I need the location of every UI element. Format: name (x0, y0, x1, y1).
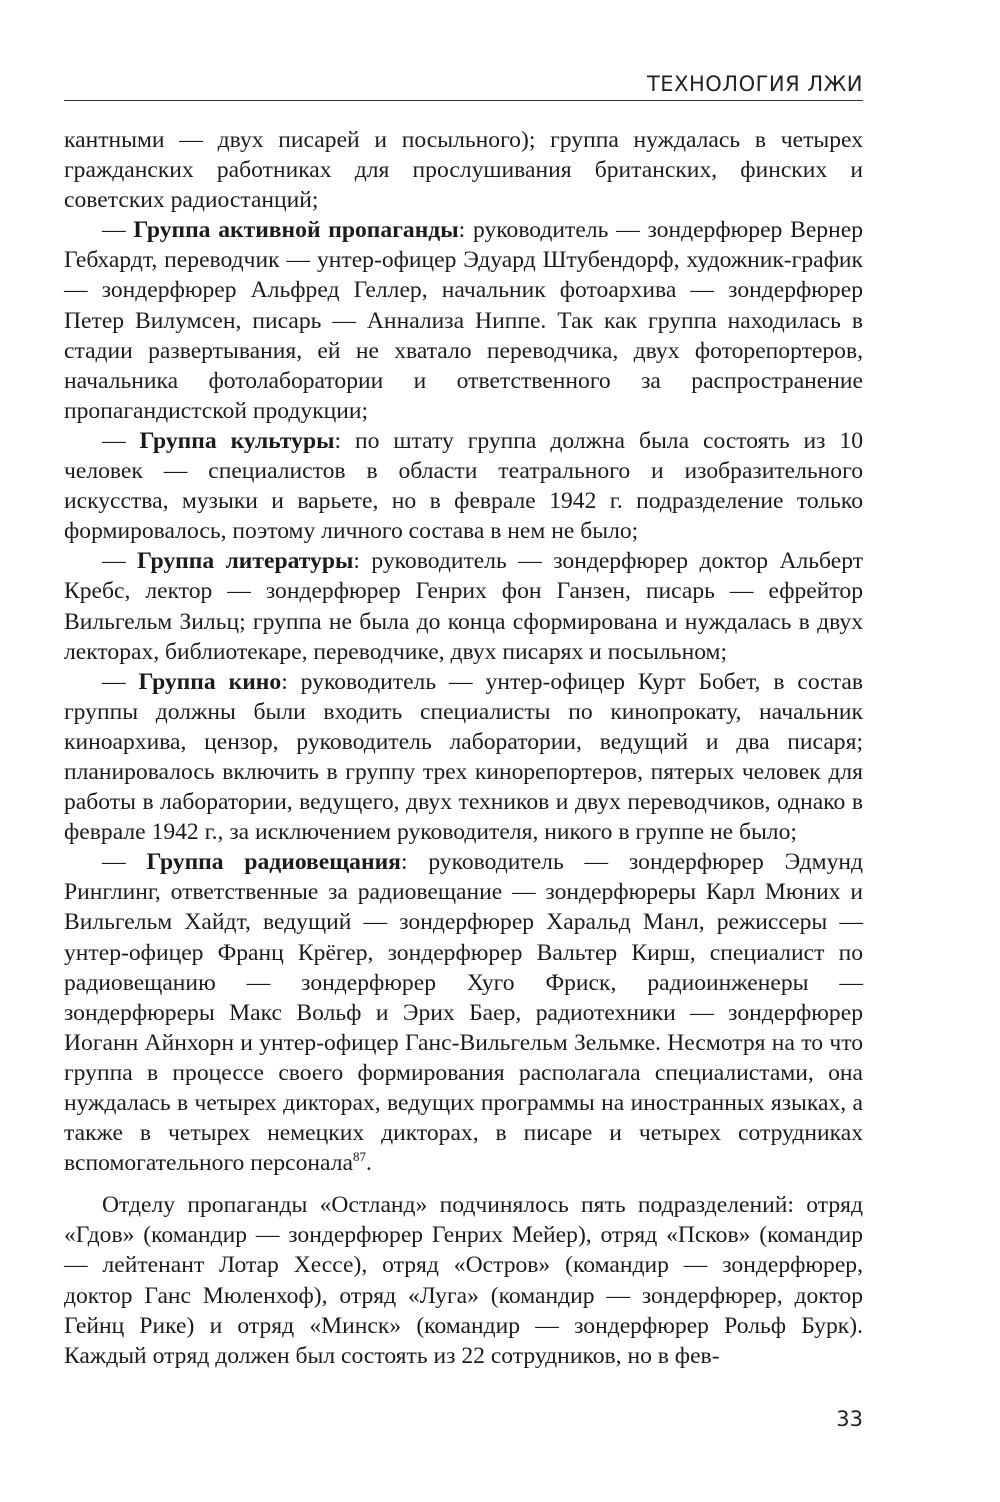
group-title: Группа радиовещания (146, 849, 401, 876)
paragraph-culture: — Группа культуры: по штату группа должна была состоять из 10 человек — специалистов в области театрального и изобразительного искусства, музыки и варьете, но в феврале 1942 г. подразделение только формировалось, поэтому личного состава в нем не было; (64, 427, 863, 545)
paragraph-cinema: — Группа кино: руководитель — унтер-офицер Курт Бобет, в состав группы должны были входить специалисты по кинопрокату, начальник киноархива, цензор, руководитель лаборатории, ведущий и два писаря; планировалось включить в группу трех кинорепортеров, пятерых человек для работы в лаборатории, ведущего, двух техников и двух переводчиков, однако в феврале 1942 г., за исключением руководителя, никого в группе не было; (64, 668, 863, 846)
group-title: Группа литературы (137, 548, 354, 575)
paragraph-active-propaganda: — Группа активной пропаганды: руководитель — зондерфюрер Вернер Гебхардт, переводчик — унтер-офицер Эдуард Штубендорф, художник-график — зондерфюрер Альфред Геллер, начальник фотоархива — зондерфюрер Петер Вилумсен, писарь — Аннализа Ниппе. Так как группа находилась в стадии развертывания, ей не хватало переводчика, двух фоторепортеров, начальника фотолаборатории и ответственного за распространение пропагандистской продукции; (64, 217, 863, 424)
group-title: Группа культуры (139, 427, 335, 454)
page-number: 33 (836, 1407, 863, 1431)
group-title: Группа кино (138, 668, 282, 695)
paragraph-literature: — Группа литературы: руководитель — зондерфюрер доктор Альберт Кребс, лектор — зондерфюрер Генрих фон Ганзен, писарь — ефрейтор Вильгельм Зильц; группа не была до конца сформирована и нуждалась в двух лекторах, библиотекаре, переводчике, двух писарях и посыльном; (64, 548, 864, 665)
footnote-marker[interactable]: 87 (352, 1149, 366, 1165)
header-rule (64, 100, 863, 101)
body-text (64, 125, 863, 1371)
paragraph-continuation: кантными — двух писарей и посыльного); группа нуждалась в четырех гражданских работниках для прослушивания британских, финских и советских радиостанций; (64, 127, 863, 214)
running-title: ТЕХНОЛОГИЯ ЛЖИ (646, 72, 863, 96)
group-title: Группа активной пропаганды (133, 217, 459, 244)
paragraph-ostland: Отделу пропаганды «Остланд» подчинялось пять подразделений: отряд «Гдов» (командир — зондерфюрер Генрих Мейер), отряд «Псков» (командир — лейтенант Лотар Хессе), отряд «Остров» (командир — зондерфюрер, доктор Ганс Мюленхоф), отряд «Луга» (командир — зондерфюрер, доктор Гейнц Рике) и отряд «Минск» (командир — зондерфюрер Рольф Бурк). Каждый отряд должен был состоять из 22 сотрудников, но в фев- (64, 1192, 863, 1369)
paragraph-radio: — Группа радиовещания: руководитель — зондерфюрер Эдмунд Ринглинг, ответственные за радиовещание — зондерфюреры Карл Мюних и Вильгельм Хайдт, ведущий — зондерфюрер Харальд Манл, режиссеры — унтер-офицер Франц Крёгер, зондерфюрер Вальтер Кирш, специалист по радиовещанию — зондерфюрер Хуго Фриск, радиоинженеры — зондерфюреры Макс Вольф и Эрих Баер, радиотехники — зондерфюрер Иоганн Айнхорн и унтер-офицер Ганс-Вильгельм Зельмке. Несмотря на то что группа в процессе своего формирования располагала специалистами, она нуждалась в четырех дикторах, ведущих программы на иностранных языках, а также в четырех немецких дикторах, в писаре и четырех сотрудниках вспомогательного персонала$^{87}$. (64, 849, 864, 1177)
